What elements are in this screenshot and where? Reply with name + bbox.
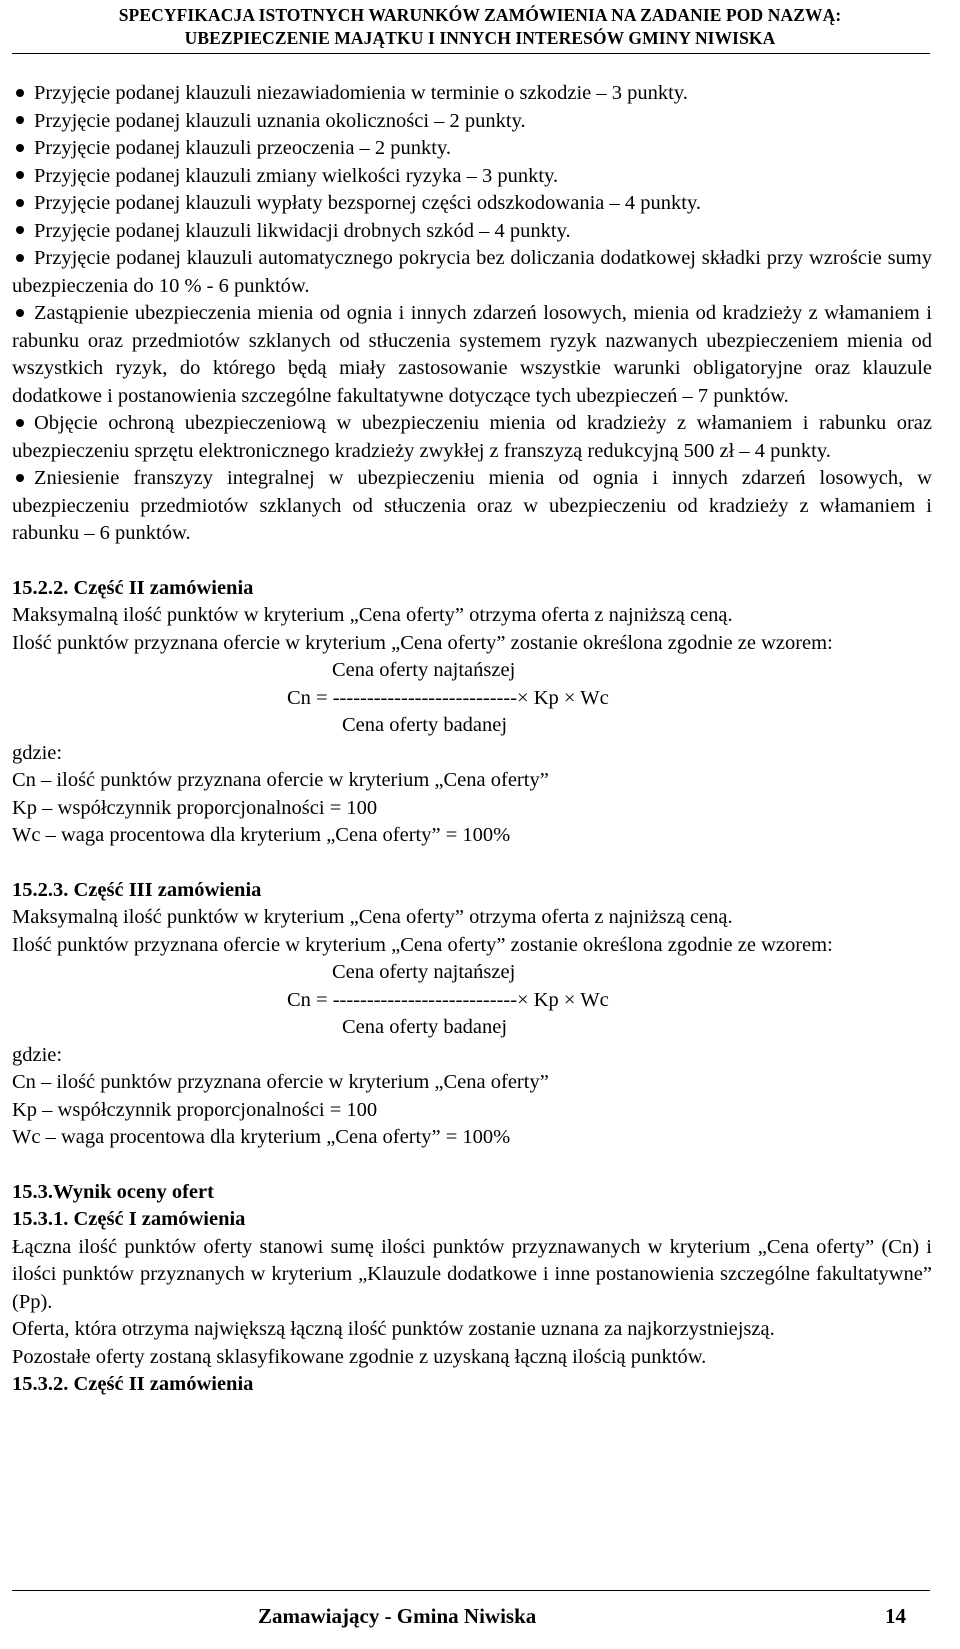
header-divider — [12, 53, 930, 54]
bullet-icon — [16, 309, 24, 317]
header-line-1: SPECYFIKACJA ISTOTNYCH WARUNKÓW ZAMÓWIENIA NA ZADANIE POD NAZWĄ: — [118, 5, 842, 25]
list-item: Przyjęcie podanej klauzuli likwidacji drobnych szkód – 4 punkty. — [12, 218, 932, 246]
spacer — [12, 850, 932, 877]
where-label: gdzie: — [12, 741, 63, 764]
bullet-icon — [16, 89, 24, 97]
definition-line: Wc – waga procentowa dla kryterium „Cena oferty” = 100% — [12, 824, 511, 846]
formula-main: Cn = ---------------------------× Kp × Wc — [287, 686, 609, 709]
paragraph: Maksymalną ilość punktów w kryterium „Cena oferty” otrzyma oferta z najniższą ceną. — [12, 604, 733, 626]
formula — [12, 657, 932, 740]
bullet-icon — [16, 144, 24, 152]
subsection-heading: 15.3.2. Część II zamówienia — [12, 1373, 254, 1395]
formula-denominator: Cena oferty badanej — [342, 1016, 508, 1038]
section-heading: 15.3.Wynik oceny ofert — [12, 1180, 214, 1203]
paragraph: Oferta, która otrzyma największą łączną ilość punktów zostanie uznana za najkorzystniejszą. — [12, 1318, 775, 1340]
subsection-heading: 15.3.1. Część I zamówienia — [12, 1208, 246, 1230]
paragraph: Ilość punktów przyznana ofercie w kryterium „Cena oferty” zostanie określona zgodnie ze wzorem: — [12, 631, 833, 654]
paragraph: Maksymalną ilość punktów w kryterium „Cena oferty” otrzyma oferta z najniższą ceną. — [12, 906, 733, 928]
bullet-icon — [16, 226, 24, 234]
formula-denominator: Cena oferty badanej — [342, 714, 508, 736]
formula-numerator: Cena oferty najtańszej — [332, 659, 516, 681]
definition-line: Cn – ilość punktów przyznana ofercie w kryterium „Cena oferty” — [12, 1071, 549, 1093]
list-item: Objęcie ochroną ubezpieczeniową w ubezpieczeniu mienia od kradzieży z włamaniem i rabunku oraz ubezpieczeniu sprzętu elektronicznego kradzieży zwykłej z franszyzą redukcyjną 500 zł – 4 punkty. — [12, 412, 932, 462]
footer-divider — [12, 1590, 930, 1591]
page-header — [0, 4, 960, 50]
definition-line: Kp – współczynnik proporcjonalności = 100 — [12, 1098, 378, 1121]
header-line-2: UBEZPIECZENIE MAJĄTKU I INNYCH INTERESÓW GMINY NIWISKA — [184, 28, 776, 48]
bullet-icon — [16, 116, 24, 124]
spacer — [12, 1152, 932, 1179]
section-heading: 15.2.3. Część III zamówienia — [12, 878, 262, 901]
spacer — [12, 548, 932, 575]
list-item: Przyjęcie podanej klauzuli automatycznego pokrycia bez doliczania dodatkowej składki przy wzroście sumy ubezpieczenia do 10 % - 6 punktów. — [12, 247, 932, 297]
bullet-icon — [16, 199, 24, 207]
document-body — [12, 80, 932, 1399]
definition-line: Kp – współczynnik proporcjonalności = 100 — [12, 796, 378, 819]
list-item: Przyjęcie podanej klauzuli przeoczenia – 2 punkty. — [12, 135, 932, 163]
paragraph: Pozostałe oferty zostaną sklasyfikowane zgodnie z uzyskaną łączną ilością punktów. — [12, 1345, 707, 1368]
list-item: Zastąpienie ubezpieczenia mienia od ognia i innych zdarzeń losowych, mienia od kradzieży z włamaniem i rabunku oraz przedmiotów szklanych od stłuczenia systemem ryzyk nazwanych ubezpieczeniem mienia od wszystkich ryzyk, do którego będą miały zastosowanie wszystkie warunki obligatoryjne oraz klauzule dodatkowe i postanowienia szczególne fakultatywne dotyczące tych ubezpieczeń – 7 punktów. — [12, 302, 932, 407]
definition-line: Cn – ilość punktów przyznana ofercie w kryterium „Cena oferty” — [12, 769, 549, 791]
list-item: Przyjęcie podanej klauzuli wypłaty bezspornej części odszkodowania – 4 punkty. — [12, 190, 932, 218]
where-label: gdzie: — [12, 1043, 63, 1066]
section-heading: 15.2.2. Część II zamówienia — [12, 576, 254, 599]
bullet-icon — [16, 474, 24, 482]
formula-numerator: Cena oferty najtańszej — [332, 961, 516, 983]
bullet-icon — [16, 254, 24, 262]
list-item: Przyjęcie podanej klauzuli uznania okoliczności – 2 punkty. — [12, 108, 932, 136]
list-item: Zniesienie franszyzy integralnej w ubezpieczeniu mienia od ognia i innych zdarzeń losowych, w ubezpieczeniu przedmiotów szklanych od stłuczenia oraz w ubezpieczeniu od kradzieży z włamaniem i rabunku – 6 punktów. — [12, 467, 932, 544]
definition-line: Wc – waga procentowa dla kryterium „Cena oferty” = 100% — [12, 1126, 511, 1148]
bullet-icon — [16, 171, 24, 179]
paragraph: Łączna ilość punktów oferty stanowi sumę ilości punktów przyznawanych w kryterium „Cena oferty” (Cn) i ilości punktów przyznanych w kryterium „Klauzule dodatkowe i inne postanowienia szczególne fakultatywne” (Pp). — [12, 1235, 932, 1313]
footer-label: Zamawiający - Gmina Niwiska — [258, 1604, 537, 1628]
paragraph: Ilość punktów przyznana ofercie w kryterium „Cena oferty” zostanie określona zgodnie ze wzorem: — [12, 933, 833, 956]
bullet-icon — [16, 419, 24, 427]
list-item: Przyjęcie podanej klauzuli zmiany wielkości ryzyka – 3 punkty. — [12, 163, 932, 191]
formula — [12, 959, 932, 1042]
list-item: Przyjęcie podanej klauzuli niezawiadomienia w terminie o szkodzie – 3 punkty. — [12, 80, 932, 108]
formula-main: Cn = ---------------------------× Kp × Wc — [287, 988, 609, 1011]
page-number: 14 — [885, 1604, 906, 1628]
